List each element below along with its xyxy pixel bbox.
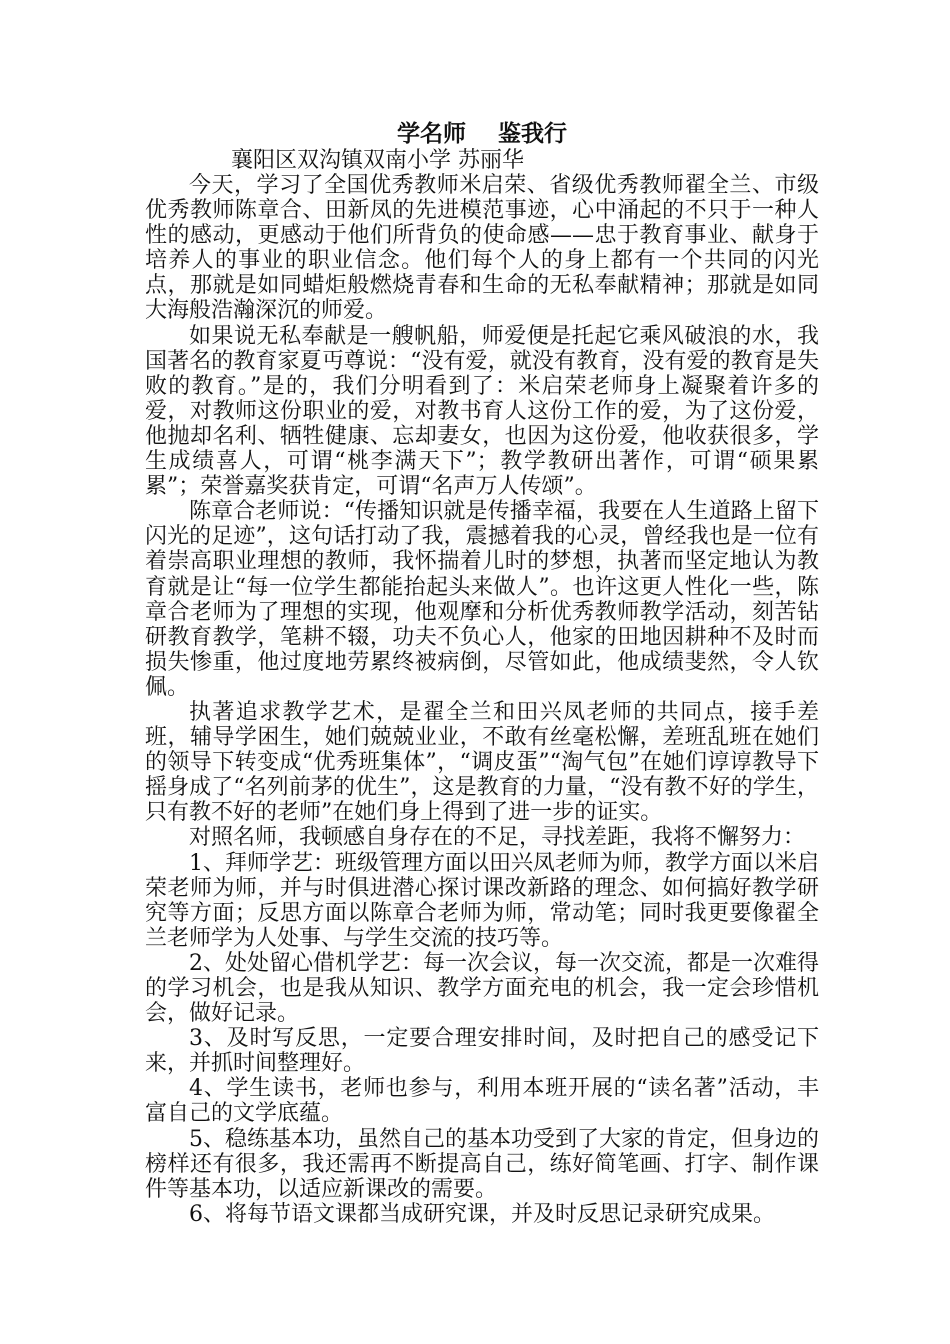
paragraph-chen-zhanghe: 陈章合老师说：“传播知识就是传播幸福，我要在人生道路上留下闪光的足迹”，这句话打动了我，震撼着我的心灵，曾经我也是一位有着崇高职业理想的教师，我怀揣着儿时的梦想，执著而坚定地认为教育就是让“每一位学生都能抬起头来做人”。也许这更人性化一些，陈章合老师为了理想的实现，他观摩和分析优秀教师教学活动，刻苦钻研教育教学，笔耕不辍，功夫不负心人，他家的田地因耕种不及时而损失惨重，他过度地劳累终被病倒，尽管如此，他成绩斐然，令人钦佩。: [145, 499, 819, 700]
paragraph-intro: 今天，学习了全国优秀教师米启荣、省级优秀教师翟全兰、市级优秀教师陈章合、田新凤的先进模范事迹，心中涌起的不只于一种人性的感动，更感动于他们所背负的使命感——忠于教育事业、献身于培养人的事业的职业信念。他们每个人的身上都有一个共同的闪光点，那就是如同蜡炬般燃烧青春和生命的无私奉献精神；那就是如同大海般浩瀚深沉的师爱。: [145, 173, 819, 324]
list-item-1: 1、拜师学艺：班级管理方面以田兴凤老师为师，教学方面以米启荣老师为师，并与时俱进潜心探讨课改新路的理念、如何搞好教学研究等方面；反思方面以陈章合老师为师，常动笔；同时我更要像翟全兰老师学为人处事、与学生交流的技巧等。: [145, 850, 819, 951]
paragraph-selfless-love: 如果说无私奉献是一艘帆船，师爱便是托起它乘风破浪的水，我国著名的教育家夏丏尊说：“没有爱，就没有教育，没有爱的教育是失败的教育。”是的，我们分明看到了：米启荣老师身上凝聚着许多的爱，对教师这份职业的爱，对教书育人这份工作的爱，为了这份爱，他抛却名利、牺牲健康、忘却妻女，也因为这份爱，他收获很多，学生成绩喜人，可谓“桃李满天下”；教学教研出著作，可谓“硕果累累”；荣誉嘉奖获肯定，可谓“名声万人传颂”。: [145, 323, 819, 500]
list-item-4: 4、学生读书，老师也参与，利用本班开展的“读名著”活动，丰富自己的文学底蕴。: [145, 1076, 819, 1127]
list-item-5: 5、稳练基本功，虽然自己的基本功受到了大家的肯定，但身边的榜样还有很多，我还需再不断提高自己，练好简笔画、打字、制作课件等基本功，以适应新课改的需要。: [145, 1126, 819, 1202]
list-item-6: 6、将每节语文课都当成研究课，并及时反思记录研究成果。: [189, 1201, 775, 1227]
paragraph-reflection: 对照名师，我顿感自身存在的不足，寻找差距，我将不懈努力：: [189, 825, 806, 851]
list-item-2: 2、处处留心借机学艺：每一次会议，每一次交流，都是一次难得的学习机会，也是我从知识、教学方面充电的机会，我一定会珍惜机会，做好记录。: [145, 950, 819, 1027]
document-title: 学名师 鉴我行: [396, 120, 568, 147]
paragraph-teaching-art: 执著追求教学艺术，是翟全兰和田兴凤老师的共同点，接手差班，辅导学困生，她们兢兢业业，不敢有丝毫松懈，差班乱班在她们的领导下转变成“优秀班集体”，“调皮蛋”“淘气包”在她们谆谆教导下摇身成了“名列前茅的优生”，这是教育的力量，“没有教不好的学生，只有教不好的老师”在她们身上得到了进一步的证实。: [145, 699, 819, 826]
author-byline: 襄阳区双沟镇双南小学 苏丽华: [231, 148, 524, 173]
list-item-3: 3、及时写反思，一定要合理安排时间，及时把自己的感受记下来，并抓时间整理好。: [145, 1026, 819, 1077]
document-body: [145, 120, 819, 1227]
